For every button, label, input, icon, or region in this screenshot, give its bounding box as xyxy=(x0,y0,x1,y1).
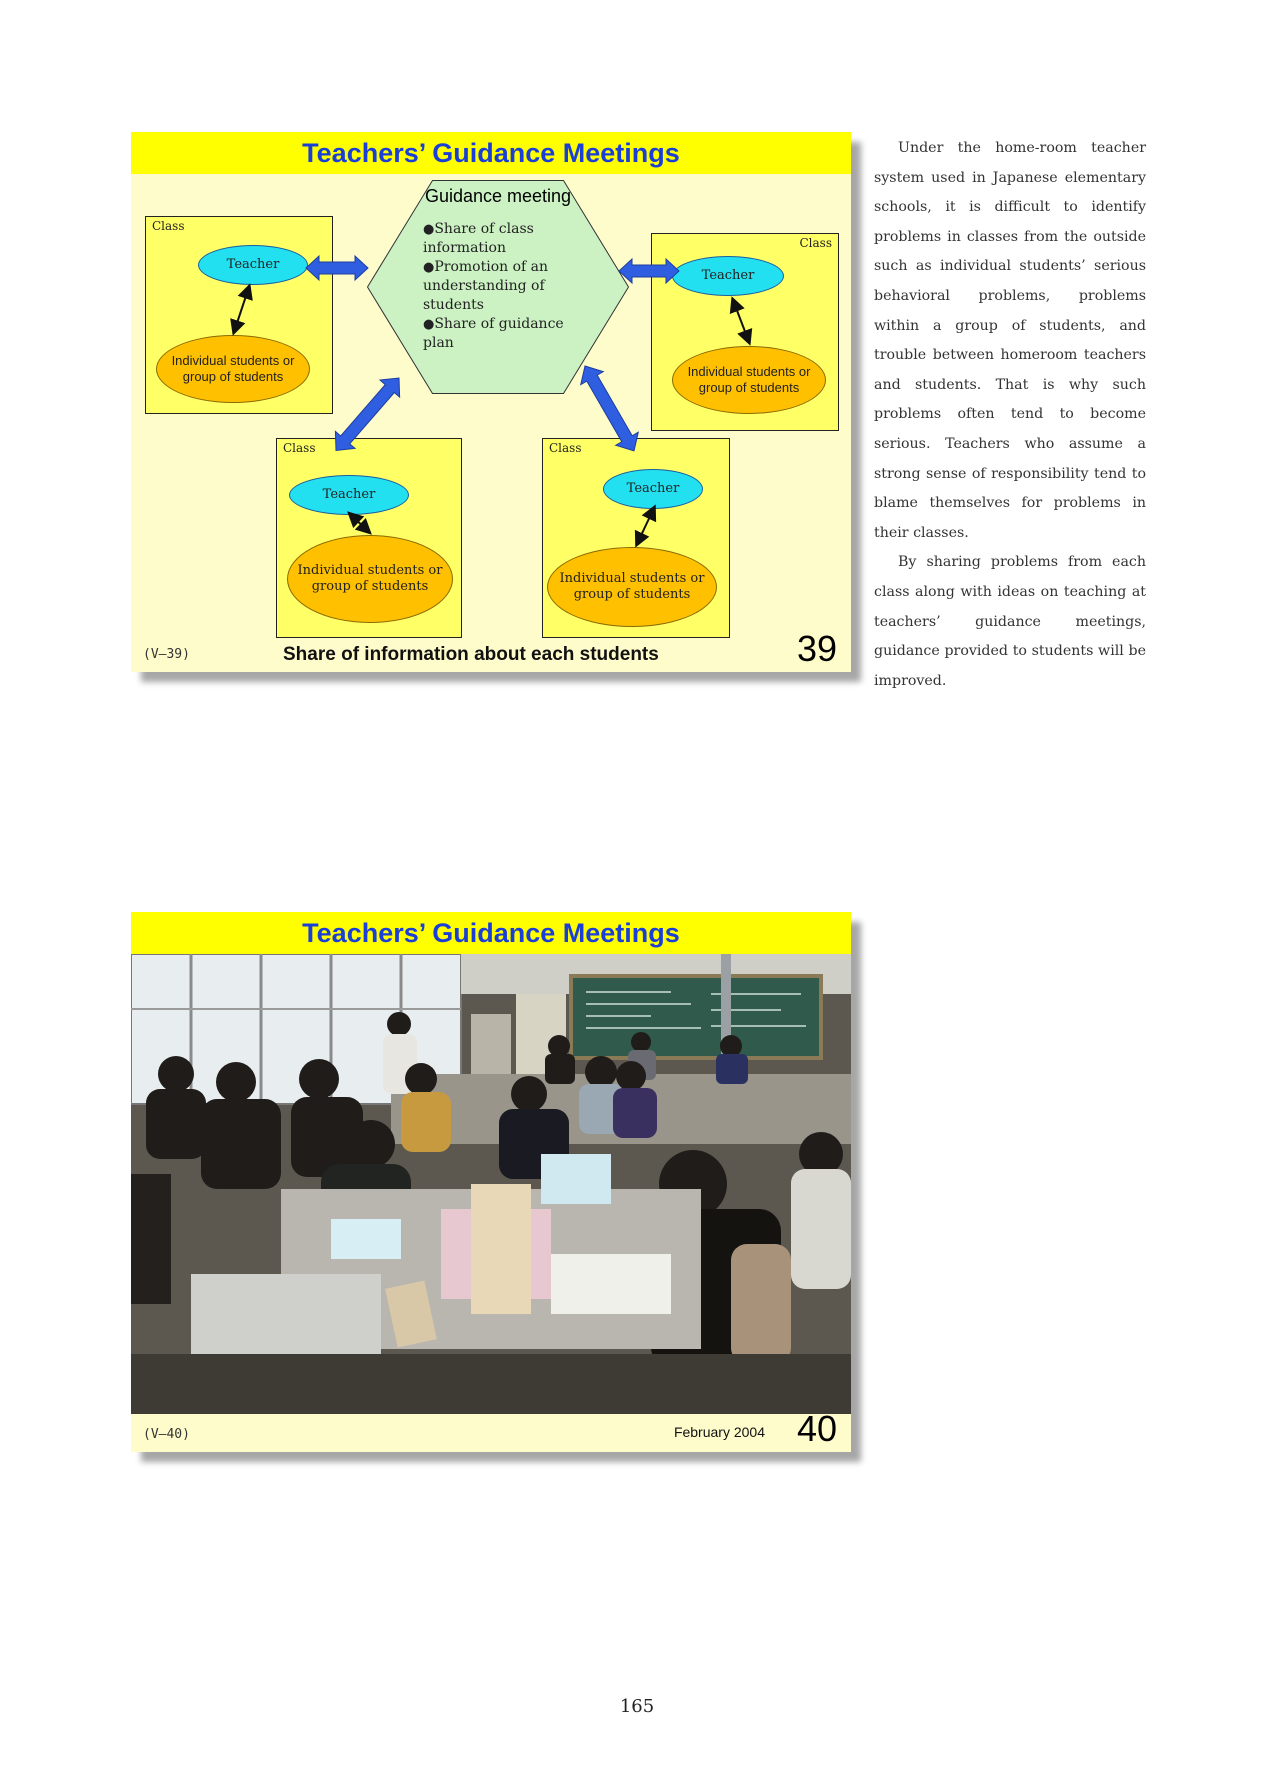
slide-caption: Share of information about each students xyxy=(283,644,659,665)
diagram-arrows xyxy=(131,132,851,672)
page-number: 165 xyxy=(619,1696,655,1717)
slide-code: (V–40) xyxy=(143,1427,190,1442)
double-arrow-bottom-right xyxy=(574,360,646,458)
teacher-node: Teacher xyxy=(289,475,409,515)
slide-number: 40 xyxy=(796,1408,837,1449)
teacher-node: Teacher xyxy=(603,469,703,509)
teacher-node: Teacher xyxy=(672,256,784,296)
students-node: Individual students or group of students xyxy=(547,547,717,627)
teacher-student-arrow xyxy=(733,300,749,342)
teacher-student-arrow xyxy=(637,508,654,544)
teacher-node: Teacher xyxy=(198,245,308,285)
slide-title: Teachers’ Guidance Meetings xyxy=(131,912,851,954)
class-label: Class xyxy=(799,236,832,250)
class-label: Class xyxy=(283,441,316,455)
guidance-item: ● Promotion of an understanding of students xyxy=(423,258,583,315)
guidance-item: ● Share of guidance plan xyxy=(423,315,583,353)
students-node: Individual students or group of students xyxy=(672,346,826,414)
slide-title: Teachers’ Guidance Meetings xyxy=(131,132,851,174)
photo-illustration xyxy=(131,954,851,1414)
guidance-item: ● Share of class information xyxy=(423,220,583,258)
double-arrow-left xyxy=(306,256,368,280)
class-label: Class xyxy=(152,219,185,233)
slide-number: 39 xyxy=(796,628,837,669)
students-node: Individual students or group of students xyxy=(287,535,453,623)
teacher-student-arrow xyxy=(234,287,249,332)
body-paragraph: By sharing problems from each class along with ideas on teaching at teachers’ guidance meetings, guidance provided to students will be improved. xyxy=(874,554,1146,689)
slide-code: (V–39) xyxy=(143,647,190,662)
guidance-meeting-title: Guidance meeting xyxy=(424,186,572,206)
slide-date: February 2004 xyxy=(673,1424,765,1440)
double-arrow-right xyxy=(619,259,679,283)
slide-39 xyxy=(131,132,851,672)
teacher-student-arrow xyxy=(350,514,369,532)
staff-room-photo xyxy=(131,954,851,1414)
slide-40 xyxy=(131,912,851,1452)
body-text xyxy=(874,134,1146,696)
double-arrow-bottom-left xyxy=(326,369,409,459)
class-label: Class xyxy=(549,441,582,455)
body-paragraph: Under the home-room teacher system used in Japanese elementary schools, it is difficult to identify problems in classes from the outside such as individual students’ serious behavioral problems, problems within a group of students, and trouble between homeroom teachers and students. That is why such problems often tend to become serious. Teachers who assume a strong sense of responsibility tend to blame themselves for problems in their classes. xyxy=(874,140,1146,541)
students-node: Individual students or group of students xyxy=(156,335,310,403)
